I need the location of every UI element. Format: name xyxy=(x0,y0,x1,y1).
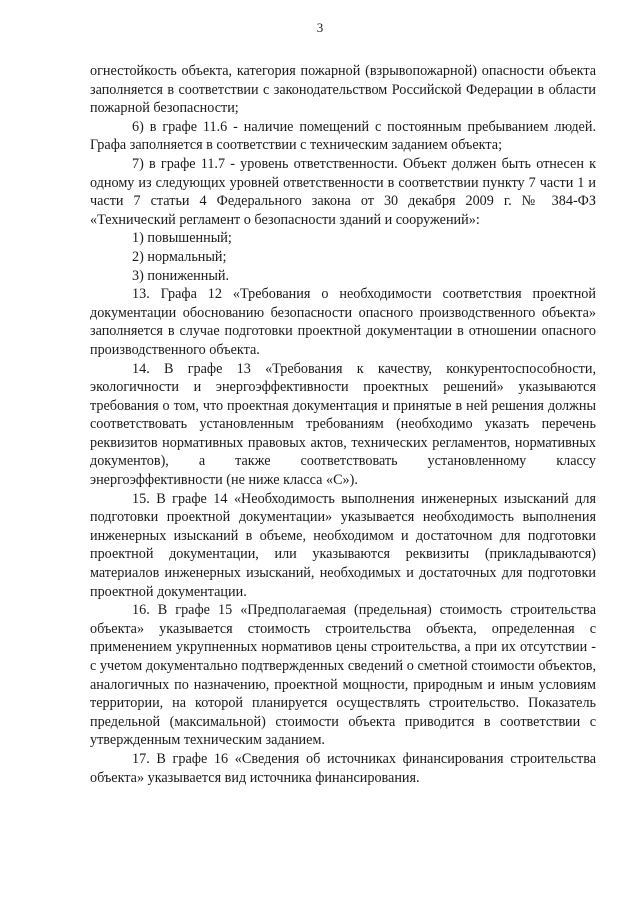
list-item-level-3: 3) пониженный. xyxy=(132,267,230,284)
paragraph-13: 13. Графа 12 «Требования о необходимости соответствия проектной документации обоснованию безопасности опасного производственного объекта» заполняется в случае подготовки проектной документации в отношении опасного производственного объекта. xyxy=(90,286,596,358)
paragraph-15: 15. В графе 14 «Необходимость выполнения инженерных изысканий для подготовки проектной документации» указывается необходимость выполнения инженерных изысканий в объеме, необходимом и достаточном для подготовки проектной документации, или указываются реквизиты (прикладываются) материалов инженерных изысканий, необходимых и достаточных для подготовки проектной документации. xyxy=(90,490,596,600)
paragraph-11-6: 6) в графе 11.6 - наличие помещений с постоянным пребыванием людей. Графа заполняется в соответствии с техническим заданием объекта; xyxy=(90,118,596,154)
paragraph-17: 17. В графе 16 «Сведения об источниках финансирования строительства объекта» указывается вид источника финансирования. xyxy=(90,750,596,786)
page-number: 3 xyxy=(316,20,324,35)
paragraph-14: 14. В графе 13 «Требования к качеству, конкурентоспособности, экологичности и энергоэффективности проектных решений» указываются требования о том, что проектная документация и принятые в ней решения должны соответствовать установленным требованиям (необходимо указать перечень реквизитов нормативных правовых актов, технических регламентов, нормативных документов), а также соответствовать установленному классу энергоэффективности (не ниже класса «С»). xyxy=(90,360,596,489)
document-body xyxy=(90,62,596,787)
paragraph-11-7: 7) в графе 11.7 - уровень ответственности. Объект должен быть отнесен к одному из следующих уровней ответственности в соответствии пункту 7 части 1 и части 7 статьи 4 Федерального закона от 30 декабря 2009 г. № 384-ФЗ «Технический регламент о безопасности зданий и сооружений»: xyxy=(90,155,596,228)
paragraph-fire-safety-continuation: огнестойкость объекта, категория пожарной (взрывопожарной) опасности объекта заполняется в соответствии с законодательством Российской Федерации в области пожарной безопасности; xyxy=(90,63,596,117)
paragraph-16: 16. В графе 15 «Предполагаемая (предельная) стоимость строительства объекта» указывается стоимость строительства объекта, определенная с применением укрупненных нормативов цены строительства, а при их отсутствии - с учетом документально подтвержденных сведений о сметной стоимости объектов, аналогичных по назначению, проектной мощности, природным и иным условиям территории, на которой планируется осуществлять строительство. Показатель предельной (максимальной) стоимости объекта приводится в соответствии с утвержденным техническим заданием. xyxy=(90,602,596,749)
list-item-level-2: 2) нормальный; xyxy=(132,248,227,265)
list-item-level-1: 1) повышенный; xyxy=(132,230,232,247)
